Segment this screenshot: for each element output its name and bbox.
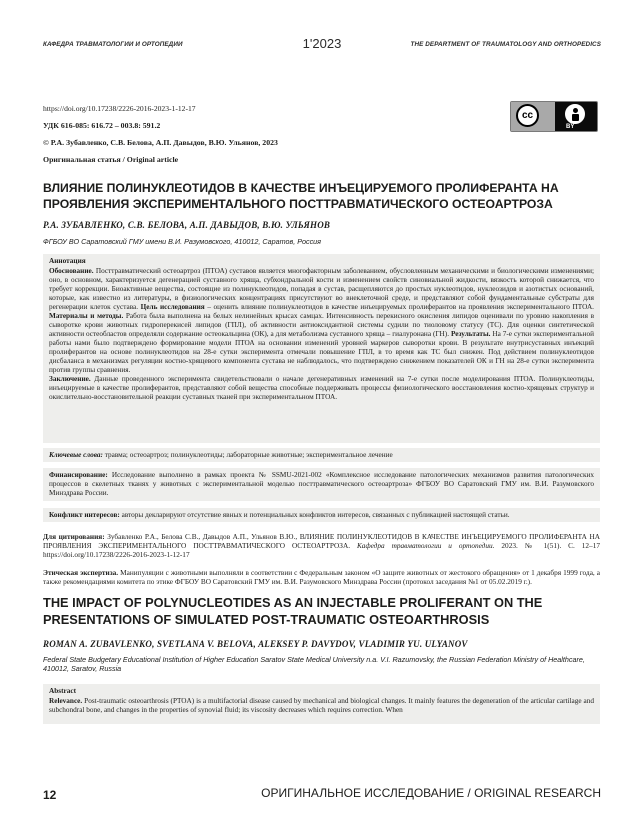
conflict-label: Конфликт интересов: [49, 511, 120, 519]
keywords-text: травма; остеоартроз; полинуклеотиды; лабораторные животные; экспериментальное лечение [104, 451, 393, 459]
citation-journal: Кафедра травматологии и ортопедии. [356, 541, 495, 551]
authors-en: ROMAN A. ZUBAVLENKO, SVETLANA V. BELOVA, ALEKSEY P. DAVYDOV, VLADIMIR YU. ULYANOV [43, 639, 468, 649]
methods-text: Работа была выполнена на белых нелинейных крысах самцах. Интенсивность перекисного окисления липидов оценивали по уровню накопления в сыворотке крови животных гидроперекисей липидов (ГПЛ), об активности антиоксидантной системы судили по тиоловому статусу (ТС). Для оценки синтетической активности остеобластов определяли содержание остеокальцина (ОК), а для метаболизма суставного хряща – гиалуронана (ГН). [49, 311, 594, 338]
page-number: 12 [43, 788, 57, 802]
attribution-person-icon [565, 104, 585, 124]
abstract-heading-ru: Аннотация [49, 257, 86, 265]
ethics-label: Этическая экспертиза. [43, 568, 119, 577]
citation-tail: 2023. № 1(51). С. 12–17 https://doi.org/10.17238/2226-2016-2023-1-12-17 [43, 541, 601, 560]
authors-ru: Р.А. ЗУБАВЛЕНКО, С.В. БЕЛОВА, А.П. ДАВЫДОВ, В.Ю. УЛЬЯНОВ [43, 220, 331, 230]
relevance-text: Post-traumatic osteoarthrosis (PTOA) is a multifactorial disease caused by mechanical and biological changes. It mainly features the degeneration of the articular cartilage and subchondral bone, and changes in the properties of synovial fluid; its viscosity decreases which requires correction. When [49, 696, 595, 714]
background-text: Посттравматический остеоартроз (ПТОА) суставов является многофакторным заболеванием, обусловленным механическими и биологическими изменениями; оно, в основном, характеризуется дегенерацией суставного хряща, субхондральной кости и изменением свойств синовиальной жидкости, вязкость которой снижается, что требует коррекции. Биоактивные вещества, состоящие из полинуклеотидов, попадая в сустав, расщепляются до простых нуклеотидов, нуклеозидов и азотистых оснований, которые, как известно из литературы, в физиологических концентрациях присутствуют во внеклеточной среде, и представляют собой фундаментальные субстраты для регенерации клеток сустава. [49, 266, 594, 311]
issue-number: 1'2023 [302, 36, 342, 51]
citation-block [43, 532, 600, 560]
abstract-box-ru [43, 254, 600, 443]
keywords-label: Ключевые слова: [49, 451, 103, 459]
citation-text: Зубавленко Р.А., Белова С.В., Давыдов А.П., Ульянов В.Ю., ВЛИЯНИЕ ПОЛИНУКЛЕОТИДОВ В КАЧЕСТВЕ ИНЪЕЦИРУЕМОГО ПРОЛИФЕРАНТА НА ПРОЯВЛЕНИЯ ЭКСПЕРИМЕНТАЛЬНОГО ПОСТТРАВМАТИЧЕСКОГО ОСТЕОАРТРОЗА. [43, 532, 601, 551]
abstract-heading-en: Abstract [49, 687, 76, 695]
by-label: BY [566, 124, 575, 130]
results-label: Результаты. [450, 329, 491, 338]
abstract-body-ru [49, 267, 594, 403]
running-header-right: THE DEPARTMENT OF TRAUMATOLOGY AND ORTHOPEDICS [410, 41, 601, 48]
conflict-text: авторы декларируют отсутствие явных и потенциальных конфликтов интересов, связанных с публикацией настоящей статьи. [121, 511, 510, 519]
ethics-text: Манипуляции с животными выполняли в соответствии с Федеральным законом «О защите животных от жестокого обращения» от 1 декабря 1999 года, а также рекомендациями комитета по этике ФГБОУ ВО Саратовский ГМУ им. В.И. Разумовского Минздрава России (протокол заседания №1 от 05.02.2019 г.). [43, 568, 600, 587]
funding-text: Исследование выполнено в рамках проекта № SSMU-2021-002 «Комплексное исследование патологических механизмов развития патологических процессов в скелетных тканях у животных с экспериментальной моделью посттравматического остеоартроза» ФГБОУ ВО Саратовский ГМУ им. В.И. Разумовского Минздрава России. [49, 471, 594, 498]
conclusion-label: Заключение. [49, 375, 91, 384]
relevance-label: Relevance. [49, 696, 83, 705]
cc-icon: cc [516, 104, 539, 127]
doi-link[interactable]: https://doi.org/10.17238/2226-2016-2023-1-12-17 [43, 104, 196, 113]
running-header-left: КАФЕДРА ТРАВМАТОЛОГИИ И ОРТОПЕДИИ [43, 41, 183, 48]
affiliation-en: Federal State Budgetary Educational Institution of Higher Education Saratov State Medical University n.a. V.I. Razumovsky, the Russian Federation Ministry of Healthcare, 410012, Saratov, Russia [43, 655, 585, 674]
udk-code: УДК 616-085: 616.72 – 003.8: 591.2 [43, 121, 161, 130]
conflict-box-ru [43, 508, 600, 522]
methods-label: Материалы и методы. [49, 311, 124, 320]
funding-box-ru [43, 468, 600, 501]
section-label: ОРИГИНАЛЬНОЕ ИССЛЕДОВАНИЕ / ORIGINAL RESEARCH [261, 786, 601, 800]
keywords-box-ru [43, 448, 600, 462]
abstract-body-en [49, 697, 594, 715]
copyright-line: © Р.А. Зубавленко, С.В. Белова, А.П. Давыдов, В.Ю. Ульянов, 2023 [43, 138, 278, 147]
affiliation-ru: ФГБОУ ВО Саратовский ГМУ имени В.И. Разумовского, 410012, Саратов, Россия [43, 237, 322, 246]
citation-label: Для цитирования: [43, 532, 105, 541]
ethics-block [43, 568, 600, 586]
aim-label: Цель исследования [140, 302, 205, 311]
funding-label: Финансирование: [49, 471, 108, 479]
article-title-ru: ВЛИЯНИЕ ПОЛИНУКЛЕОТИДОВ В КАЧЕСТВЕ ИНЪЕЦИРУЕМОГО ПРОЛИФЕРАНТА НА ПРОЯВЛЕНИЯ ЭКСПЕРИМЕНТАЛЬНОГО ПОСТТРАВМАТИЧЕСКОГО ОСТЕОАРТРОЗА [43, 181, 559, 211]
article-title-en: THE IMPACT OF POLYNUCLEOTIDES AS AN INJECTABLE PROLIFERANT ON THE PRESENTATIONS OF SIMULATED POST-TRAUMATIC OSTEOARTHROSIS [43, 595, 543, 627]
cc-by-license-badge[interactable] [510, 101, 598, 132]
aim-text: – оценить влияние полинуклеотидов в качестве инъецируемых пролиферантов на проявления экспериментального ПТОА. [207, 302, 594, 311]
article-type: Оригинальная статья / Original article [43, 155, 179, 164]
conclusion-text: Данные проведенного эксперимента свидетельствовали о начале дегенеративных изменений на 7-е сутки после моделирования ПТОА. Полинуклеотиды, инъецируемые в качестве пролиферантов, представляют собой вещества способные поддерживать процессы физиологического восстановления костно-хрящевых структур и окислительно-восстановительной реакции суставных тканей при экспериментальном ПТОА. [49, 375, 595, 402]
abstract-box-en [43, 684, 600, 724]
results-text: На 7-е сутки экспериментальной работы нами было подтверждено формирование модели ПТОА на основании изменений уровней маркеров сыворотки крови. В результате внутрисуставных инъекций пролиферантов на основе полинуклеотидов на 28-е сутки эксперимента отмечали повышение ГПЛ, в то время как ТС был снижен. Под действием полинуклеотидов дисбаланса в механизмах регуляции костно-хрящевого компонента сустава не наблюдалось, что подтверждено снижением показателей ОК и ГН на 28-е сутки эксперимента против группы сравнения. [49, 329, 594, 375]
background-label: Обоснование. [49, 266, 94, 275]
cc-panel [511, 102, 555, 131]
